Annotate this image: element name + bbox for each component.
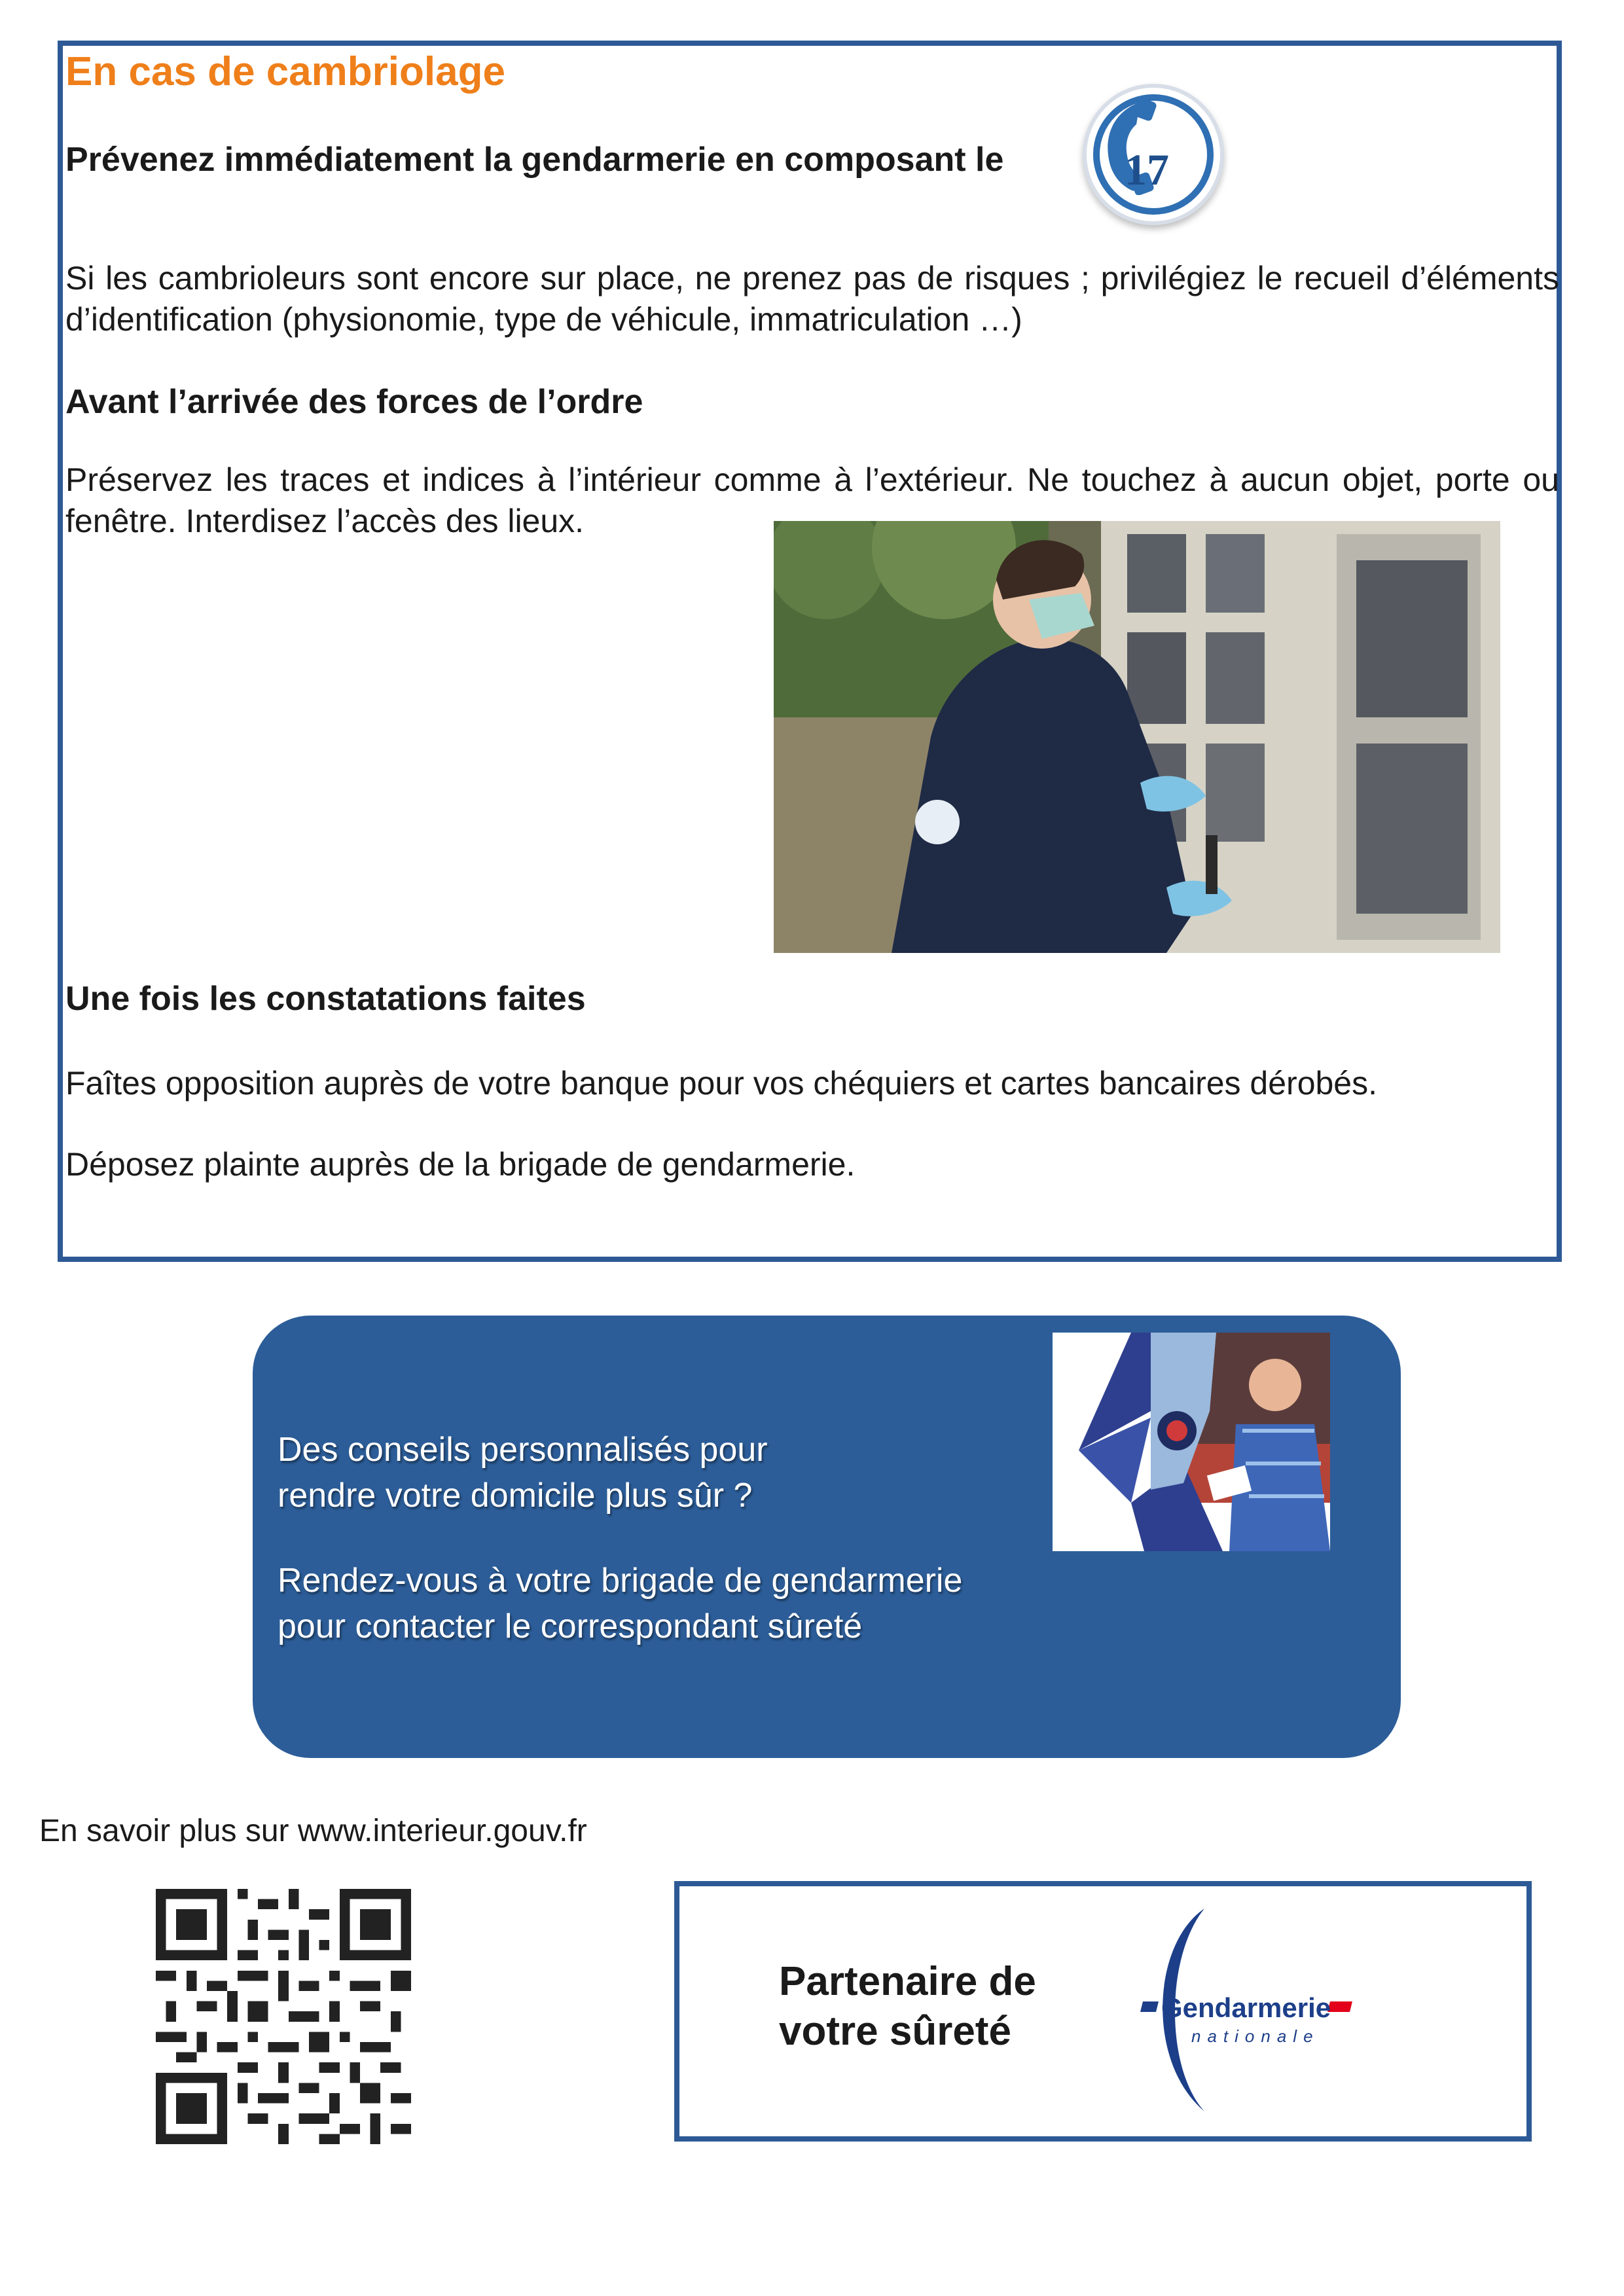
callout-question-line-1: Des conseils personnalisés pour	[278, 1431, 768, 1469]
lead-instruction: Prévenez immédiatement la gendarmerie en composant le	[65, 141, 1004, 179]
logo-subtitle: nationale	[1191, 2026, 1320, 2046]
emergency-number: 17	[1125, 145, 1169, 194]
more-info-link[interactable]: En savoir plus sur www.interieur.gouv.fr	[39, 1814, 587, 1848]
partner-tagline-line-2: votre sûreté	[779, 2009, 1011, 2054]
intro-paragraph: Si les cambrioleurs sont encore sur place, ne prenez pas de risques ; privilégiez le recueil d’éléments d’identification (physionomie, type de véhicule, immatriculation …)	[65, 260, 1559, 338]
qr-code	[156, 1889, 411, 2144]
emergency-number-badge	[1083, 84, 1224, 225]
partner-tagline-line-1: Partenaire de	[779, 1959, 1036, 2004]
callout-question-line-2: rendre votre domicile plus sûr ?	[278, 1477, 753, 1515]
heading-before-arrival: Avant l’arrivée des forces de l’ordre	[65, 383, 643, 421]
page-title: En cas de cambriolage	[65, 49, 505, 94]
before-arrival-paragraph: Préservez les traces et indices à l’intérieur comme à l’extérieur. Ne touchez à aucun objet, porte ou fenêtre. Interdisez l’accès des lieux.	[65, 461, 1559, 539]
logo-wordmark: Gendarmerie	[1161, 1992, 1331, 2023]
after-findings-line-1: Faîtes opposition auprès de votre banque pour vos chéquiers et cartes bancaires dérobés.	[65, 1065, 1378, 1102]
forensic-photo	[774, 521, 1500, 953]
gendarmerie-logo	[1119, 1905, 1368, 2114]
security-advisor-photo	[1053, 1333, 1330, 1551]
callout-action-line-1: Rendez-vous à votre brigade de gendarmerie	[278, 1562, 963, 1600]
after-findings-line-2: Déposez plainte auprès de la brigade de gendarmerie.	[65, 1146, 856, 1183]
partner-tagline	[779, 1957, 1036, 2056]
callout-action-line-2: pour contacter le correspondant sûreté	[278, 1607, 863, 1645]
heading-after-findings: Une fois les constatations faites	[65, 980, 586, 1018]
